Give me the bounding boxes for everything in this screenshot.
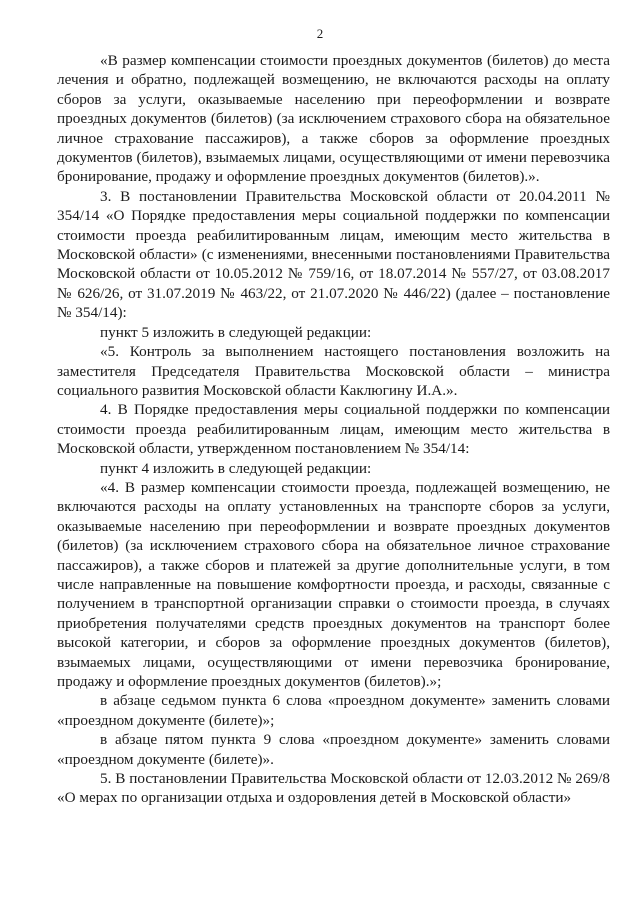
paragraph-point-6-replace: в абзаце седьмом пункта 6 слова «проездном документе» заменить словами «проездном документе (билете)»; <box>57 692 610 729</box>
paragraph-quoted-point-5-control: «5. Контроль за выполнением настоящего постановления возложить на заместителя Председателя Правительства Московской области – министра социального развития Московской области Каклюгину И.А.». <box>57 343 610 399</box>
paragraph-item-5-resolution-269-8: 5. В постановлении Правительства Московской области от 12.03.2012 № 269/8 «О мерах по организации отдыха и оздоровления детей в Московской области» <box>57 770 610 807</box>
page-number: 2 <box>316 26 324 41</box>
paragraph-quoted-point-4-compensation: «4. В размер компенсации стоимости проезда, подлежащей возмещению, не включаются расходы на оплату установленных на транспорте сборов за услуги, оказываемые населению при переоформлении и возврате проездных документов (билетов) (за исключением страхового сбора на обязательное личное страхование пассажиров), а также сборов и платежей за другие дополнительные услуги, в том числе направленные на повышение комфортности проезда, и расходы, связанные с получением в транспортной организации справки о стоимости проезда, в случаях приобретения получателями средств проездных документов на транспорт более высокой категории, и сборов за оформление проездных документов (билетов), взымаемых лицами, осуществляющими от имени перевозчика бронирование, продажу и оформление проездных документов (билетов).»; <box>57 478 610 690</box>
paragraph-point-9-replace: в абзаце пятом пункта 9 слова «проездном документе» заменить словами «проездном документе (билете)». <box>57 731 610 768</box>
paragraph-point-5-edit: пункт 5 изложить в следующей редакции: <box>100 323 372 341</box>
paragraph-item-4-procedure: 4. В Порядке предоставления меры социальной поддержки по компенсации стоимости проезда реабилитированным лицам, имеющим место жительства в Московской области, утвержденном постановлением № 354/14: <box>57 401 610 458</box>
paragraph-point-4-edit: пункт 4 изложить в следующей редакции: <box>100 459 372 477</box>
paragraph-quoted-compensation-travel: «В размер компенсации стоимости проездных документов (билетов) до места лечения и обратно, подлежащей возмещению, не включаются расходы на оплату сборов за услуги, оказываемые населению при переоформлении и возврате проездных документов (билетов) (за исключением страхового сбора на обязательное личное страхование пассажиров), а также сборов за оформление проездных документов (билетов), взымаемых лицами, осуществляющими от имени перевозчика бронирование, продажу и оформление проездных документов (билетов).». <box>57 52 610 186</box>
document-body <box>57 51 610 808</box>
paragraph-item-3-resolution-354-14: 3. В постановлении Правительства Московской области от 20.04.2011 № 354/14 «О Порядке предоставления меры социальной поддержки по компенсации стоимости проезда реабилитированным лицам, имеющим место жительства в Московской области» (с изменениями, внесенными постановлениями Правительства Московской области от 10.05.2012 № 759/16, от 18.07.2014 № 557/27, от 03.08.2017 № 626/26, от 31.07.2019 № 463/22, от 21.07.2020 № 446/22) (далее – постановление № 354/14): <box>57 187 610 322</box>
